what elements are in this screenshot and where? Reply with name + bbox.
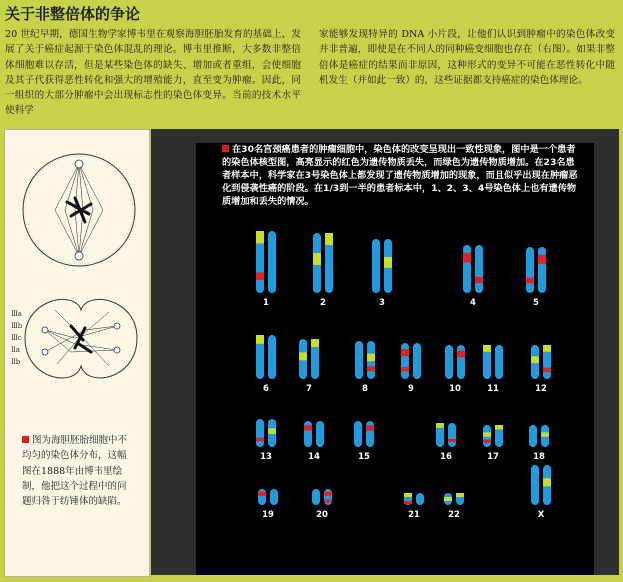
chromosome-pair-20	[312, 489, 332, 505]
chromosome-label-20: 20	[316, 510, 328, 520]
body-text-column-1: 20 世纪早期，德国生物学家博韦里在观察海胆胚胎发育的基础上，发展了关于癌症起源于染色体混乱的理论。博韦里推断，大多数非整倍体细胞难以存活，但是某些染色体的缺失、增加或者重组，会使细胞及其子代获得恶性转化和强大的增殖能力，直至变为肿瘤。因此，同一组织的大部分肿瘤中会出现标志性的染色体变异。当前的技术水平使科学	[5, 29, 301, 117]
chromosome-pair-22	[444, 493, 464, 505]
boveri-drawing-panel	[4, 129, 150, 577]
chromosome-label-13: 13	[260, 452, 272, 462]
left-figure-caption	[22, 433, 130, 509]
chromosome-label-17: 17	[487, 452, 499, 462]
chromosome-pair-10	[445, 345, 465, 379]
chromosome-pair-18	[529, 425, 549, 447]
chromosome-label-10: 10	[449, 384, 461, 394]
chromosome-label-21: 21	[408, 510, 420, 520]
chromosome-label-22: 22	[448, 510, 460, 520]
chromosome-label-11: 11	[487, 384, 499, 394]
chromosome-label-14: 14	[308, 452, 320, 462]
chromosome-pair-2	[313, 233, 333, 293]
chromosome-pair-17	[483, 425, 503, 447]
chromosome-label-3: 3	[379, 298, 385, 308]
chromosome-label-8: 8	[362, 384, 368, 394]
chromosome-label-19: 19	[262, 510, 274, 520]
chromosome-pair-3	[372, 239, 392, 293]
label-IIIa: Ⅲa	[11, 310, 22, 318]
article-title: 关于非整倍体的争论	[5, 5, 141, 23]
chromosome-pair-16	[436, 423, 456, 447]
chromosome-label-18: 18	[533, 452, 545, 462]
chromosome-pair-21	[404, 493, 424, 505]
chromosome-pair-4	[463, 245, 483, 293]
chromosome-label-X: X	[537, 510, 545, 520]
caption-marker	[222, 145, 229, 152]
chromosome-pair-12	[531, 345, 551, 379]
chromosome-label-6: 6	[263, 384, 269, 394]
chromosome-label-2: 2	[320, 298, 326, 308]
label-IIa: Ⅱa	[11, 346, 20, 354]
chromosome-pair-13	[256, 419, 276, 447]
left-caption-text: 图为海胆胚胎细胞中不均匀的染色体分布，这幅图在1888年由博韦里绘制，他把这个过程中的问题归咎于纺锤体的缺陷。	[22, 435, 128, 508]
label-IIIc: Ⅲc	[11, 334, 22, 342]
chromosome-label-1: 1	[263, 298, 269, 308]
chromosome-pair-5	[526, 247, 546, 293]
label-IIb: Ⅱb	[11, 358, 21, 366]
label-IIIb: Ⅲb	[11, 322, 23, 330]
chromosome-pair-14	[304, 421, 324, 447]
chromosome-label-9: 9	[408, 384, 414, 394]
chromosome-label-7: 7	[306, 384, 312, 394]
chromosome-pair-X	[531, 465, 551, 505]
chromosome-label-12: 12	[535, 384, 547, 394]
caption-marker	[22, 436, 29, 443]
sea-urchin-cell-drawing	[5, 130, 149, 430]
chromosome-pair-9	[401, 343, 421, 379]
body-text-column-2: 家能够发现特异的 DNA 小片段，让他们认识到肿瘤中的染色体改变并非普遍，即使是在不同人的同种癌变细胞也存在（右图）。如果非整倍体是癌症的结果而非原因，这种形式的变异不可能在恶性转化中随机发生（并如此一致）的，这些证据都支持癌症的染色体理论。	[319, 29, 615, 86]
chromosome-pair-1	[256, 231, 276, 293]
chromosome-label-5: 5	[533, 298, 539, 308]
chromosome-pair-19	[258, 489, 278, 505]
chromosome-pair-11	[483, 345, 503, 379]
right-caption-text: 在30名宫颈癌患者的肿瘤细胞中，染色体的改变呈现出一致性现象，图中是一个患者的染色体核型图，高亮显示的红色为遗传物质丢失，而绿色为遗传物质增加。在23名患者样本中，科学家在3号染色体上都发现了遗传物质增加的现象，而且似乎出现在肿瘤恶化到侵袭性癌的阶段。在1/3到一半的患者标本中，1、2、3、4号染色体上也有遗传物质增加和丢失的情况。	[222, 144, 578, 207]
right-figure-caption	[222, 143, 582, 208]
chromosome-label-15: 15	[358, 452, 370, 462]
chromosome-label-16: 16	[440, 452, 452, 462]
chromosome-pair-7	[299, 339, 319, 379]
chromosome-pair-15	[354, 421, 374, 447]
chromosome-pair-8	[355, 341, 375, 379]
chromosome-pair-6	[256, 335, 276, 379]
chromosome-label-4: 4	[470, 298, 476, 308]
